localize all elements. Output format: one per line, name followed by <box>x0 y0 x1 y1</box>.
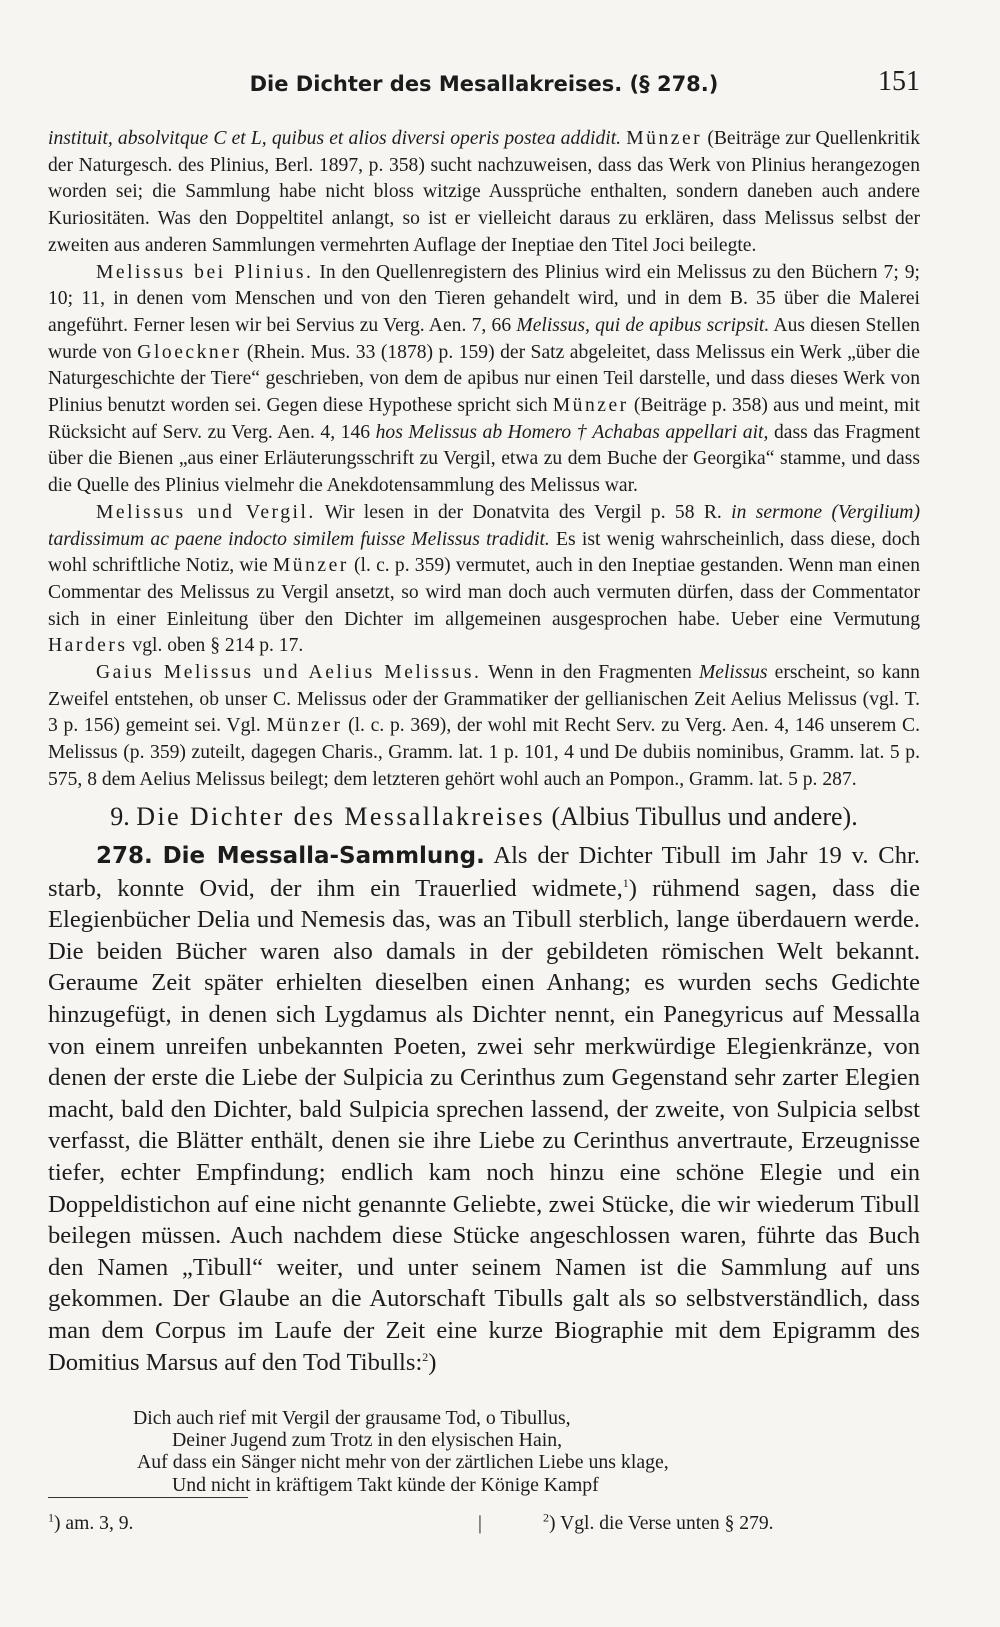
running-title: Die Dichter des Mesallakreises. (§ 278.) <box>249 72 719 96</box>
note-paragraph <box>48 660 920 794</box>
footnote-ref[interactable]: 1 <box>622 875 629 890</box>
main-paragraph <box>48 840 920 1378</box>
note-text: Wenn in den Fragmenten <box>481 662 699 684</box>
note-paragraph <box>48 126 920 260</box>
author-name: Münzer <box>272 555 349 577</box>
footnote-mark: 2 <box>543 1510 549 1525</box>
note-text: In den Quellenregistern des Plinius wird ein Melissus zu den Büchern 7; 9; 10; 11, in denen vom Menschen und von den Tieren gehandelt wird, und in dem B. 35 über die Malerei angeführt. Ferner lesen wir bei Servius zu Verg. Aen. 7, 66 <box>48 261 921 336</box>
latin-quote: Melissus <box>698 662 768 684</box>
footnote-ref[interactable]: 2 <box>422 1349 429 1364</box>
main-text-run: Als der Dichter Tibull im Jahr 19 v. Chr. starb, konnte Ovid, der ihm ein Trauerlied widmete, <box>48 842 920 902</box>
note-text: Wir lesen in der Donatvita des Vergil p. 58 R. <box>315 501 732 523</box>
small-print-notes <box>48 126 920 794</box>
main-text-run: ) rühmend sagen, dass die Elegienbücher Delia und Nemesis das, was an Tibull sterblich, lange überdauern werde. Die beiden Bücher waren also damals in der gebildeten römischen Welt bekannt. Geraume Zeit später erhielten dieselben einen Anhang; es wurden sechs Gedichte hinzugefügt, in denen sich Lygdamus als Dichter nennt, ein Panegyricus auf Messalla von einem unreifen unbekannten Poeten, zwei sehr merkwürdige Elegienkränze, von denen der erste die Liebe der Sulpicia zu Cerinthus zum Gegenstand sehr zarter Elegien macht, bald den Dichter, bald Sulpicia sprechen lassend, der zweite, von Sulpicia selbst verfasst, die Blätter enthält, denen sie ihre Liebe zu Cerinthus anvertraute, Erzeugnisse tiefer, echter Empfindung; endlich kam noch hinzu eine schöne Elegie und ein Doppeldistichon auf eine nicht genannte Geliebte, zwei Stücke, die wir wiederum Tibull beilegen müssen. Auch nachdem diese Stücke angeschlossen waren, führte das Buch den Namen „Tibull“ weiter, und unter seinem Namen ist die Sammlung auf uns gekommen. Der Glaube an die Autorschaft Tibulls galt als so selbstverständlich, dass man dem Corpus im Laufe der Zeit eine kurze Biographie mit dem Epigramm des Domitius Marsus auf den Tod Tibulls: <box>48 874 920 1376</box>
page-header <box>48 66 920 106</box>
note-text: Es ist wenig wahrscheinlich, dass diese, doch wohl schriftliche Notiz, wie <box>48 528 920 577</box>
author-name: Münzer <box>266 715 343 737</box>
note-text: dass das Fragment über die Bienen „aus einer Erläuterungsschrift zu Vergil, etwa zu dem Buche der Georgika“ stamme, und dass die Quelle des Plinius vielmehr die Anekdotensammlung des Melissus war. <box>48 421 921 497</box>
verse-line: Auf dass ein Sänger nicht mehr von der zärtlichen Liebe uns klage, <box>137 1451 669 1473</box>
footnote-1 <box>48 1510 134 1535</box>
footnote-text: ) am. 3, 9. <box>54 1513 134 1534</box>
latin-quote: Melissus, qui de apibus scripsit. <box>516 314 770 336</box>
latin-quote: instituit, absolvitque C et L, quibus et alios diversi operis postea addidit. <box>48 128 622 149</box>
paragraph-number: 278. <box>96 843 153 869</box>
page-number: 151 <box>878 66 920 97</box>
note-text: (Beiträge zur Quellenkritik der Naturgesch. des Plinius, Berl. 1897, p. 358) sucht nachzuweisen, dass das Werk von Plinius herangezogen worden sei; die Sammlung habe nicht bloss witzige Aussprüche enthalten, sondern daneben auch andere Kuriositäten. Was den Doppeltitel anlangt, so ist er vielleicht daraus zu erklären, dass Melissus selbst der zweiten aus anderen Sammlungen vermehrten Auflage der Ineptiae den Titel Joci beilegte. <box>48 128 921 256</box>
footnote-2 <box>543 1510 774 1535</box>
note-heading: Melissus und Vergil. <box>96 501 316 523</box>
latin-quote: in sermone (Vergilium) tardissimum ac paene indocto similem fuisse Melissus tradidit. <box>48 501 920 550</box>
footnote-rule <box>48 1497 248 1498</box>
note-heading: Gaius Melissus und Aelius Melissus. <box>96 662 482 684</box>
author-name: Harders <box>48 635 128 657</box>
note-text: (Beiträge p. 358) aus und meint, mit Rücksicht auf Serv. zu Verg. Aen. 4, 146 <box>48 395 920 443</box>
section-subtitle: (Albius Tibullus und andere). <box>551 802 858 831</box>
note-text: (Rhein. Mus. 33 (1878) p. 159) der Satz abgeleitet, dass Melissus ein Werk „über die Naturgeschichte der Tiere“ geschrieben, von dem de apibus nur einen Teil darstelle, und dass dieses Werk von Plinius benutzt worden sei. Gegen diese Hypothese spricht sich <box>48 341 921 417</box>
main-text <box>48 840 920 1378</box>
note-text: erscheint, so kann Zweifel entstehen, ob unser C. Melissus oder der Grammatiker der gellianischen Zeit Aelius Melissus (vgl. T. 3 p. 156) gemeint sei. Vgl. <box>48 662 920 737</box>
section-heading <box>48 802 920 832</box>
section-title: Die Dichter des Messallakreises <box>136 802 545 831</box>
latin-quote: hos Melissus ab Homero † Achabas appellari ait, <box>375 421 769 443</box>
note-text: (l. c. p. 369), der wohl mit Recht Serv. zu Verg. Aen. 4, 146 unserem C. Melissus (p. 359) zuteilt, dagegen Charis., Gramm. lat. 1 p. 101, 4 und De dubiis nominibus, Gramm. lat. 5 p. 575, 8 dem Aelius Melissus beilegt; dem letzteren gehört wohl auch an Pompon., Gramm. lat. 5 p. 287. <box>48 715 920 790</box>
footnote-mark: 1 <box>48 1510 54 1525</box>
note-heading: Melissus bei Plinius. <box>96 261 314 283</box>
verse-line: Deiner Jugend zum Trotz in den elysischen Hain, <box>172 1429 563 1451</box>
verse-line: Und nicht in kräftigem Takt künde der Könige Kampf <box>172 1474 599 1496</box>
note-text: (l. c. p. 359) vermutet, auch in den Ineptiae gestanden. Wenn man einen Commentar des Melissus zu Vergil ansetzt, so wird man doch auch vermuten dürfen, dass der Commentator sich in einer Einleitung über den Dichter im allgemeinen ausgesprochen habe. Ueber eine Vermutung <box>48 555 920 630</box>
main-text-run: ) <box>428 1348 437 1376</box>
note-paragraph <box>48 260 920 500</box>
footnote-separator: | <box>478 1513 482 1534</box>
footnote-text: ) Vgl. die Verse unten § 279. <box>549 1513 774 1534</box>
section-number: 9. <box>110 802 130 831</box>
author-name: Münzer <box>552 395 629 417</box>
verse-line: Dich auch rief mit Vergil der grausame Tod, o Tibullus, <box>133 1407 571 1429</box>
author-name: Münzer <box>626 128 703 149</box>
note-text: vgl. oben § 214 p. 17. <box>127 635 304 657</box>
note-text: Aus diesen Stellen wurde von <box>48 314 920 363</box>
paragraph-heading: Die Messalla-Sammlung. <box>162 843 485 869</box>
note-paragraph <box>48 500 920 660</box>
author-name: Gloeckner <box>137 341 242 363</box>
